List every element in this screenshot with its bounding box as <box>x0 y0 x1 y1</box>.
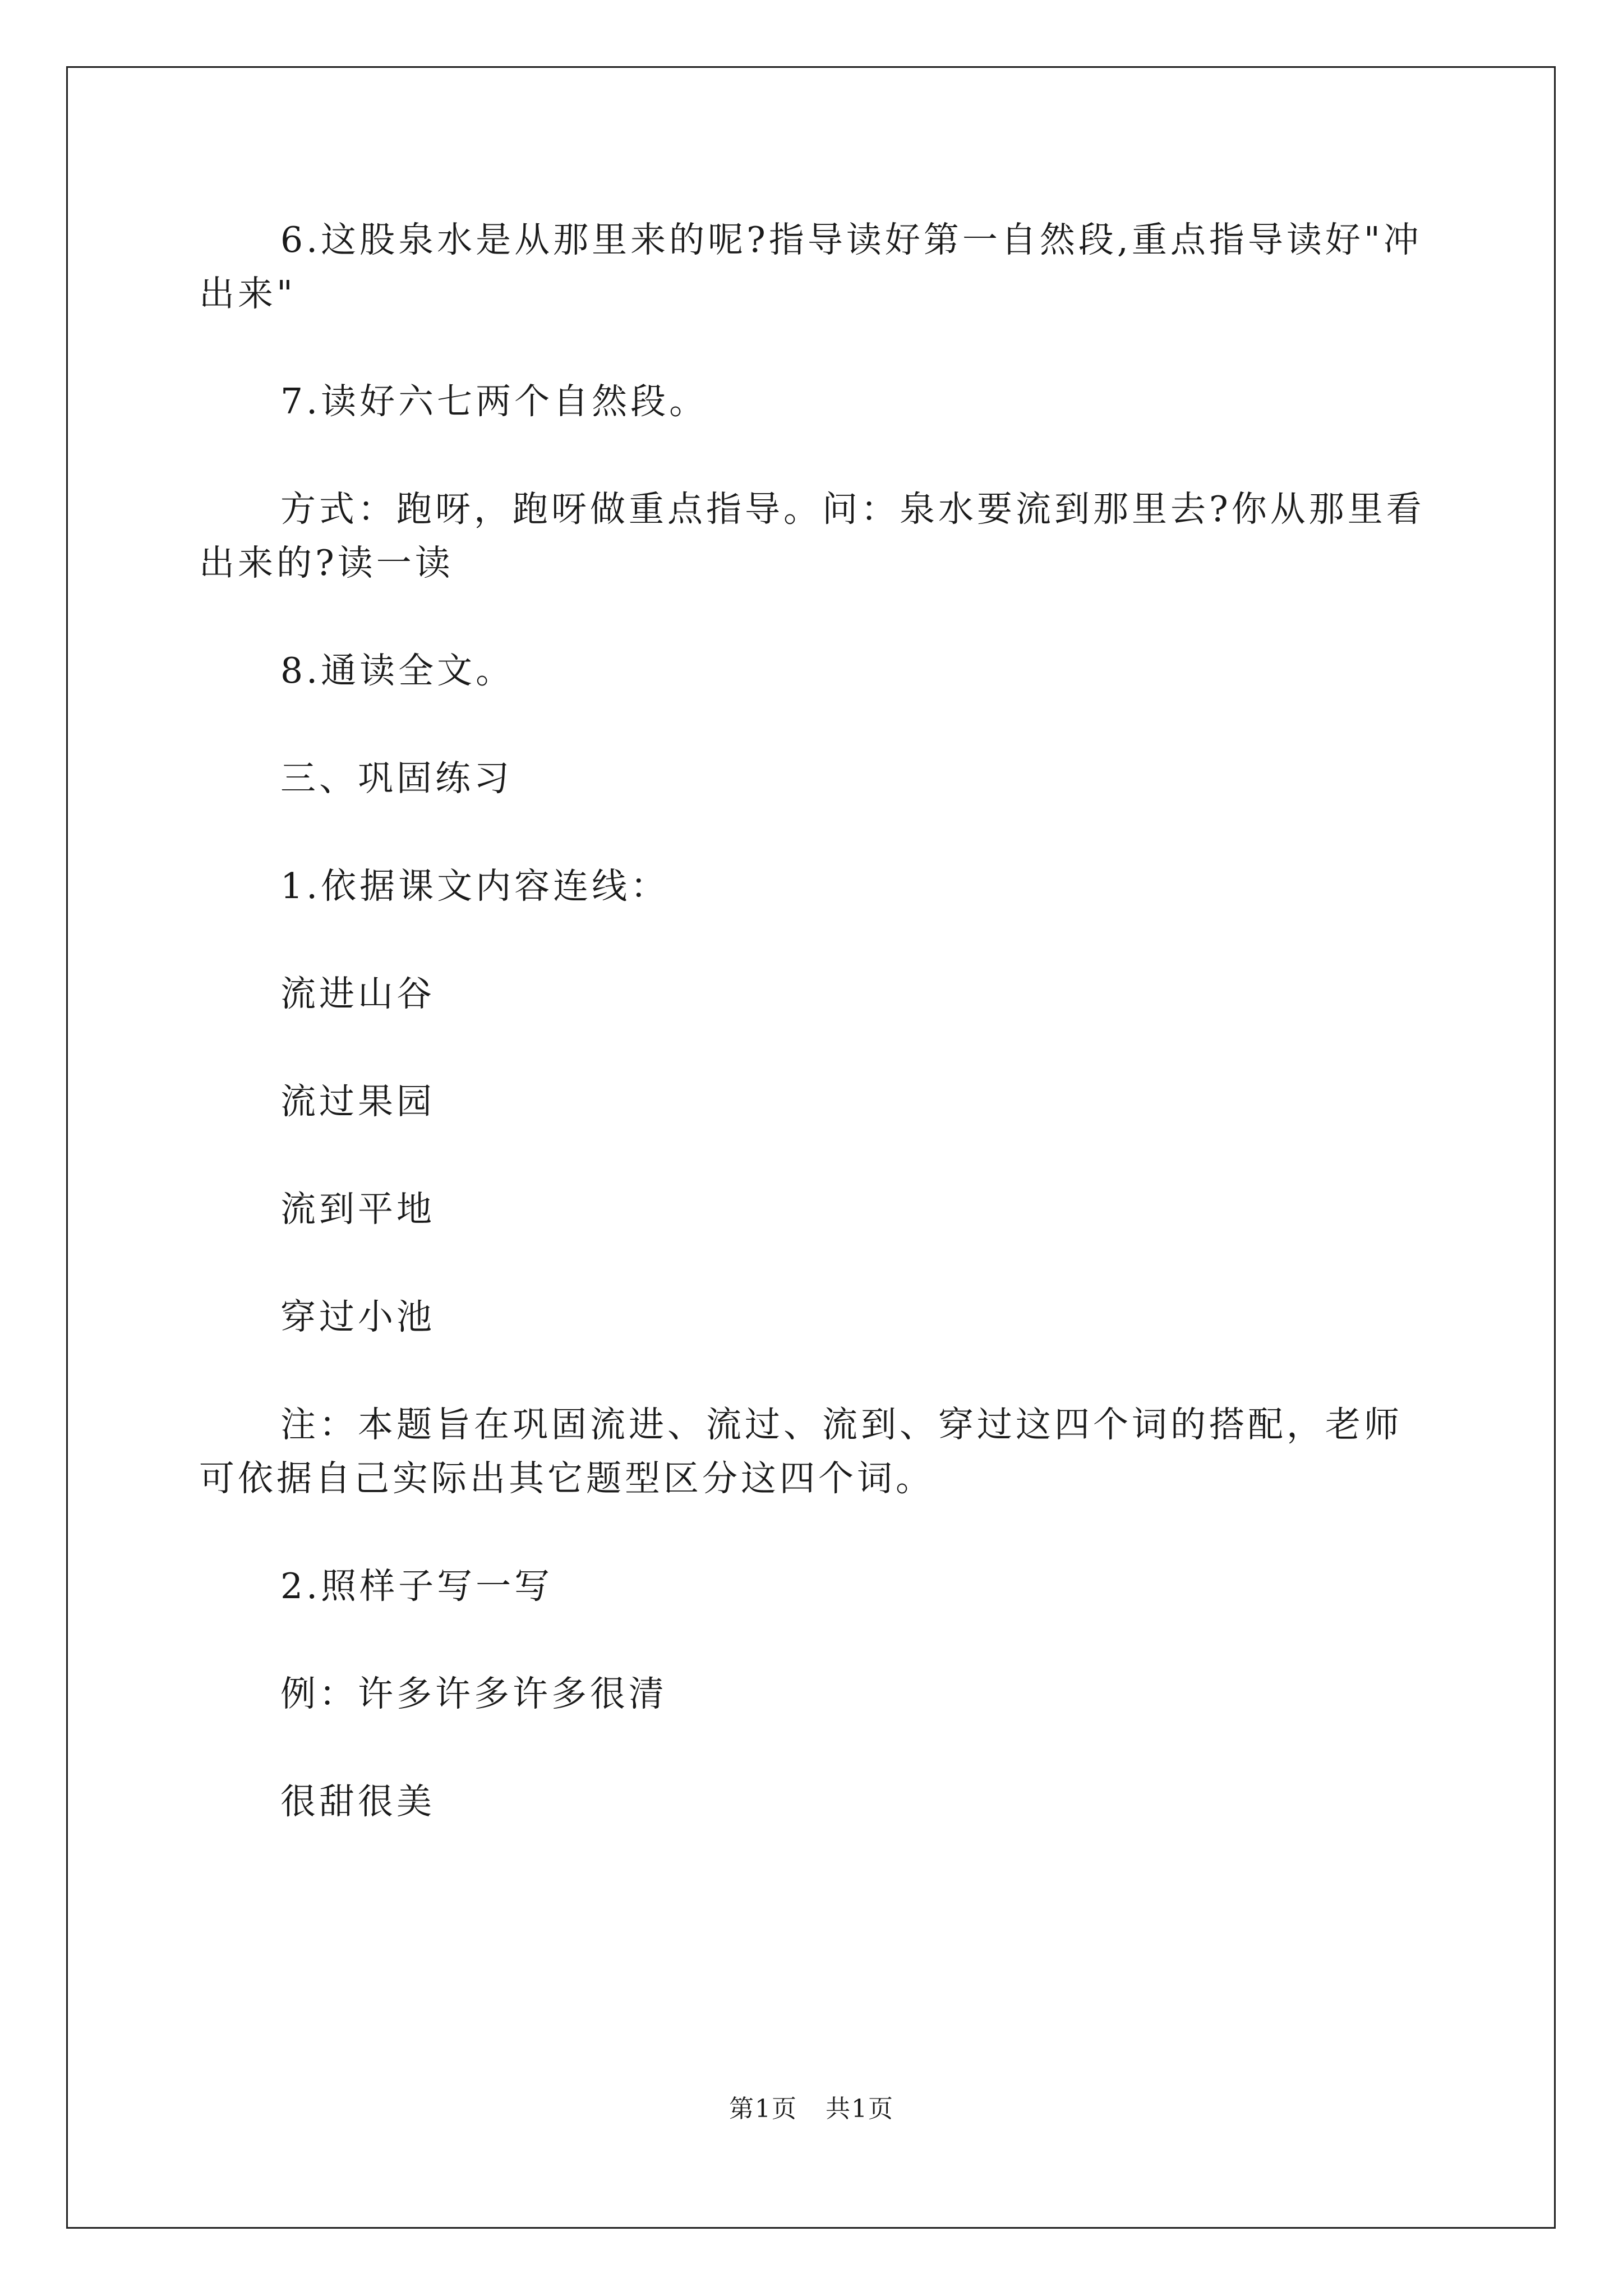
exercise-1-item: 流到平地 <box>280 1189 435 1230</box>
exercise-1-item: 流过果园 <box>280 1081 435 1122</box>
paragraph-6: 6.这股泉水是从那里来的呢?指导读好第一自然段,重点指导读好"冲出来" <box>199 219 1422 314</box>
page-footer <box>0 2092 1623 2126</box>
exercise-1-title: 1.依据课文内容连线： <box>280 866 670 907</box>
section-heading-practice: 三、巩固练习 <box>280 758 513 799</box>
paragraph-7: 7.读好六七两个自然段。 <box>280 381 708 422</box>
page-number-total: 共1页 <box>826 2095 894 2123</box>
paragraph-method: 方式：跑呀，跑呀做重点指导。问：泉水要流到那里去?你从那里看出来的?读一读 <box>199 489 1425 583</box>
exercise-2-title: 2.照样子写一写 <box>280 1566 554 1607</box>
document-body <box>199 213 1438 1883</box>
page-number-current: 第1页 <box>729 2095 797 2123</box>
exercise-1-note: 注：本题旨在巩固流进、流过、流到、穿过这四个词的搭配，老师可依据自己实际出其它题型区分这四个词。 <box>199 1404 1403 1499</box>
exercise-2-example-cont: 很甜很美 <box>280 1781 435 1822</box>
paragraph-8: 8.通读全文。 <box>280 650 515 691</box>
exercise-1-item: 流进山谷 <box>280 973 435 1014</box>
exercise-2-example: 例：许多许多许多很清 <box>280 1673 667 1714</box>
exercise-1-item: 穿过小池 <box>280 1296 435 1337</box>
